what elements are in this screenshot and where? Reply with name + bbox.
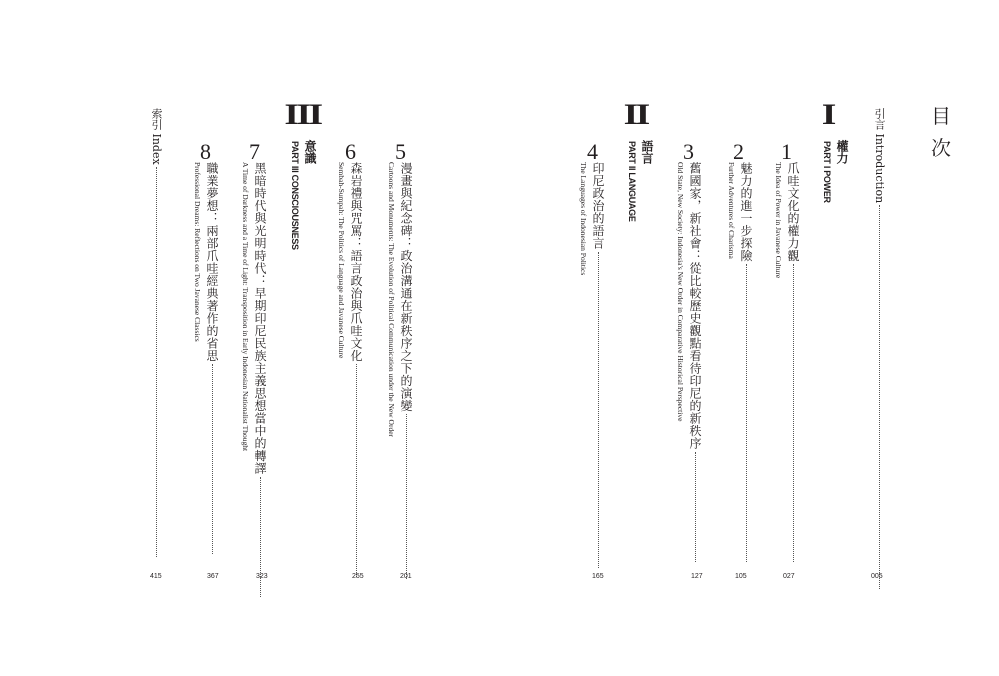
toc-entry-chapter-5[interactable] xyxy=(386,162,413,581)
chapter-6-number: 6 xyxy=(345,139,356,164)
part-3-title-en: PART III CONSCIOUSNESS xyxy=(290,141,300,250)
toc-entry-index[interactable] xyxy=(150,108,162,559)
leader-dots xyxy=(156,167,157,557)
chapter-7-title-en: A Time of Darkness and a Time of Light: Transposition in Early Indonesian Nationalist Thought xyxy=(241,162,250,452)
part-2-title-cn: 語言 xyxy=(640,140,654,164)
chapter-1-page-number: 027 xyxy=(783,573,795,580)
chapter-1-number: 1 xyxy=(781,139,792,164)
chapter-8-page-number: 367 xyxy=(207,573,219,580)
index-label: 索引 Index xyxy=(150,108,163,165)
toc-title-char-1: 目 xyxy=(931,104,951,128)
introduction-page-number: 005 xyxy=(871,573,883,580)
chapter-6-title-en: Sembah-Sumpah: The Politics of Language and Javanese Culture xyxy=(337,162,346,359)
part-3-title-cn: 意識 xyxy=(303,140,317,164)
leader-dots xyxy=(879,205,880,589)
chapter-3-page-number: 127 xyxy=(691,573,703,580)
chapter-5-title-cn: 漫畫與紀念碑：政治溝通在新秩序之下的演變 xyxy=(399,162,413,581)
chapter-4-title-en: The Languages of Indonesian Politics xyxy=(579,162,588,276)
chapter-1-title-cn: 爪哇文化的權力觀 xyxy=(786,162,800,564)
toc-entry-introduction[interactable] xyxy=(873,108,885,591)
chapter-5-title-en: Cartoons and Monuments: The Evolution of Political Communication under the New Order xyxy=(387,162,396,438)
chapter-2-title-cn: 魅力的進一步探險 xyxy=(739,162,753,564)
chapter-7-title-cn: 黑暗時代與光明時代：早期印尼民族主義思想當中的轉譯 xyxy=(253,162,267,599)
chapter-5-page-number: 201 xyxy=(400,573,412,580)
toc-entry-chapter-1[interactable] xyxy=(773,162,800,564)
toc-entry-chapter-4[interactable] xyxy=(578,162,605,570)
chapter-8-title-cn: 職業夢想：兩部爪哇經典著作的省思 xyxy=(205,162,219,556)
part-2-numeral: II xyxy=(623,98,648,131)
toc-entry-chapter-7[interactable] xyxy=(240,162,267,599)
toc-entry-chapter-3[interactable] xyxy=(675,162,702,564)
chapter-3-title-cn: 舊國家，新社會：從比較歷史觀點看待印尼的新秩序 xyxy=(688,162,702,564)
chapter-5-number: 5 xyxy=(395,139,406,164)
part-1-title-cn: 權力 xyxy=(835,140,849,164)
chapter-3-title-en: Old State, New Society: Indonesia's New Order in Comparative Historical Perspective xyxy=(676,162,685,422)
chapter-2-page-number: 105 xyxy=(735,573,747,580)
chapter-8-title-en: Professional Dreams: Reflections on Two Javanese Classics xyxy=(193,162,202,342)
toc-entry-chapter-2[interactable] xyxy=(726,162,753,564)
chapter-1-title-en: The Idea of Power in Javanese Culture xyxy=(774,162,783,279)
toc-entry-chapter-6[interactable] xyxy=(336,162,363,579)
chapter-2-number: 2 xyxy=(733,139,744,164)
chapter-7-page-number: 323 xyxy=(256,573,268,580)
chapter-4-number: 4 xyxy=(587,139,598,164)
toc-title-char-2: 次 xyxy=(931,136,951,160)
part-1-title-en: PART I POWER xyxy=(822,141,832,203)
chapter-6-title-cn: 森岩禮與咒罵：語言政治與爪哇文化 xyxy=(349,162,363,579)
chapter-2-title-en: Further Adventures of Charisma xyxy=(727,162,736,259)
part-1-numeral: I xyxy=(821,98,834,131)
index-page-number: 415 xyxy=(150,573,162,580)
chapter-4-page-number: 165 xyxy=(592,573,604,580)
chapter-6-page-number: 255 xyxy=(352,573,364,580)
chapter-3-number: 3 xyxy=(683,139,694,164)
toc-entry-chapter-8[interactable] xyxy=(192,162,219,556)
chapter-8-number: 8 xyxy=(200,139,211,164)
part-2-title-en: PART II LANGUAGE xyxy=(627,141,637,222)
part-3-numeral: III xyxy=(284,98,321,131)
chapter-7-number: 7 xyxy=(249,139,260,164)
chapter-4-title-cn: 印尼政治的語言 xyxy=(591,162,605,570)
introduction-label: 引言 Introduction xyxy=(873,108,886,204)
